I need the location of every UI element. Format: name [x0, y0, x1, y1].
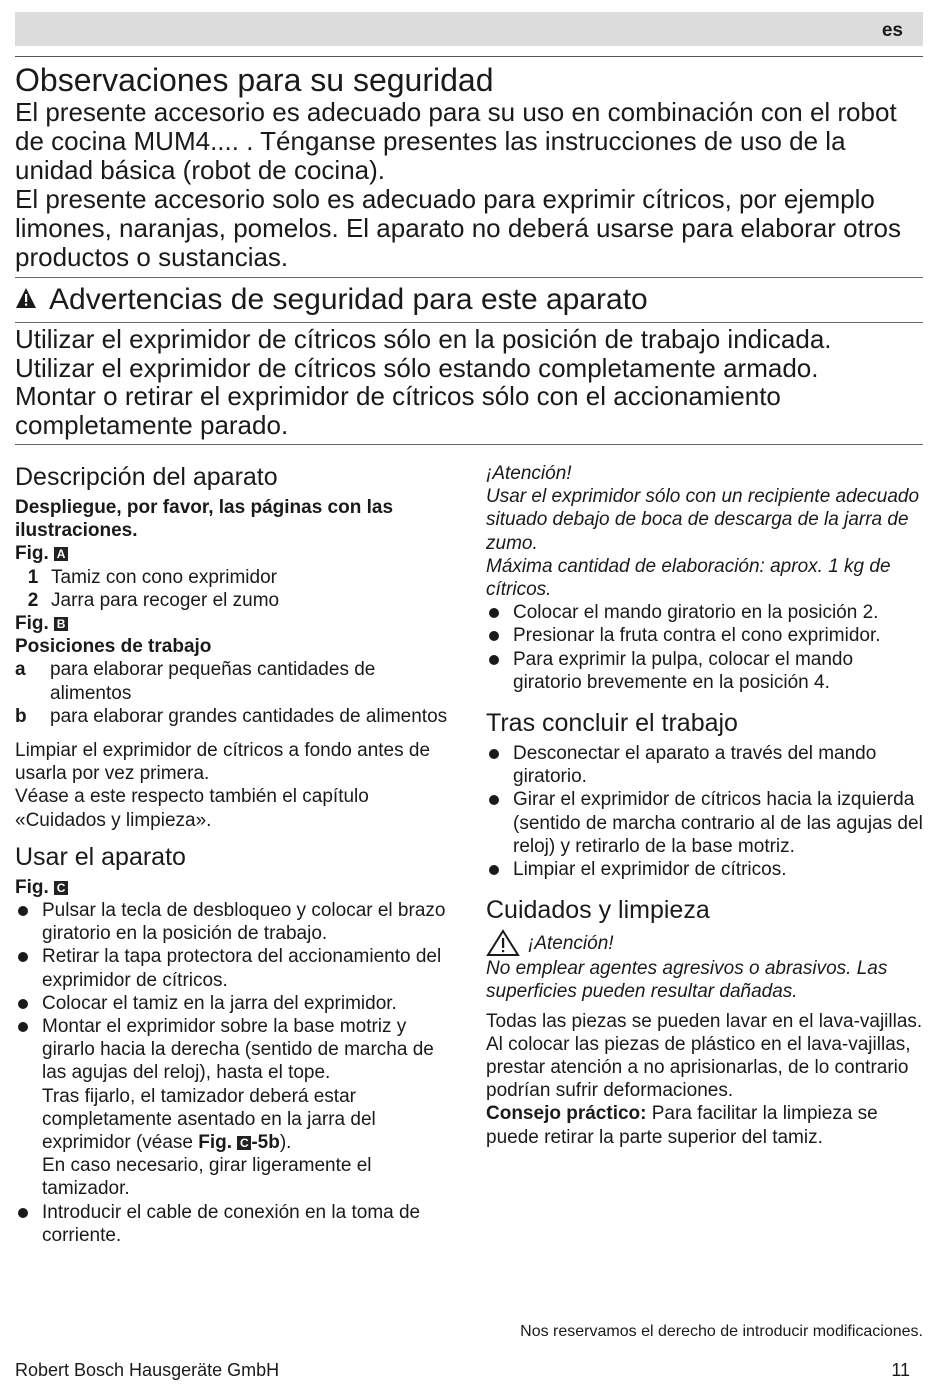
footer-note: Nos reservamos el derecho de introducir modificaciones.	[520, 1323, 923, 1340]
divider	[15, 322, 923, 323]
list-item: Desconectar el aparato a través del mando giratorio.	[486, 742, 926, 788]
list-item: Montar el exprimidor sobre la base motriz y girarlo hacia la derecha (sentido de marcha de las agujas del reloj), hasta el tope. Tras fijarlo, el tamizador deberá estar completamente asentado en la jarra del exprimidor (véase Fig. C -5b). En caso necesario, girar ligeramente el tamizador.	[15, 1015, 455, 1201]
usage-title: Usar el aparato	[15, 842, 186, 871]
fig-a-badge: A	[54, 547, 68, 561]
page-title: Observaciones para su seguridad	[15, 62, 494, 98]
warning-triangle-outline-icon	[486, 929, 520, 957]
after-work-title: Tras concluir el trabajo	[486, 709, 738, 738]
list-item: Pulsar la tecla de desbloqueo y colocar el brazo giratorio en la posición de trabajo.	[15, 899, 455, 945]
right-column	[486, 462, 926, 1149]
fig-b-label: Fig. B	[15, 612, 455, 635]
warning-line: Montar o retirar el exprimidor de cítricos sólo con el accionamiento completamente parado.	[15, 381, 781, 440]
operation-steps	[486, 601, 926, 694]
attention-text: Máxima cantidad de elaboración: aprox. 1 kg de cítricos.	[486, 555, 891, 601]
fig-b-badge: B	[54, 617, 68, 631]
care-tip: Consejo práctico: Para facilitar la limpieza se puede retirar la parte superior del tamiz.	[486, 1103, 878, 1148]
usage-steps	[15, 899, 455, 1247]
list-item: Limpiar el exprimidor de cítricos.	[486, 858, 926, 881]
care-attention-text: No emplear agentes agresivos o abrasivos. Las superficies pueden resultar dañadas.	[486, 958, 888, 1003]
positions-title: Posiciones de trabajo	[15, 636, 212, 658]
intro-paragraph: El presente accesorio es adecuado para su uso en combinación con el robot de cocina MUM4.... . Ténganse presentes las instrucciones de uso de la unidad básica (robot de cocina).	[15, 97, 897, 185]
care-paragraph: Todas las piezas se pueden lavar en el lava-vajillas.	[486, 1010, 923, 1032]
list-item: Girar el exprimidor de cítricos hacia la izquierda (sentido de marcha contrario al de las agujas del reloj) y retirarlo de la base motriz.	[486, 788, 926, 858]
warnings-title: Advertencias de seguridad para este aparato	[49, 283, 648, 316]
warnings-body	[15, 325, 925, 439]
list-item: 2 Jarra para recoger el zumo	[27, 589, 280, 611]
list-item: b para elaborar grandes cantidades de alimentos	[15, 705, 448, 727]
list-item: a para elaborar pequeñas cantidades de alimentos	[15, 659, 376, 704]
list-item: 1 Tamiz con cono exprimidor	[27, 566, 277, 588]
description-title: Descripción del aparato	[15, 463, 278, 491]
list-item: Colocar el tamiz en la jarra del exprimidor.	[15, 992, 455, 1015]
list-item: Para exprimir la pulpa, colocar el mando giratorio brevemente en la posición 4.	[486, 648, 926, 694]
warnings-heading	[15, 282, 925, 318]
warning-line: Utilizar el exprimidor de cítricos sólo en la posición de trabajo indicada.	[15, 324, 832, 354]
cleaning-reference: Véase a este respecto también el capítulo «Cuidados y limpieza».	[15, 786, 369, 831]
after-work-steps	[486, 742, 926, 881]
warning-line: Utilizar el exprimidor de cítricos sólo estando completamente armado.	[15, 352, 819, 383]
fig-c-label: Fig. C	[15, 876, 455, 899]
parts-list	[15, 566, 455, 612]
list-item: Presionar la fruta contra el cono exprimidor.	[486, 624, 926, 647]
care-title: Cuidados y limpieza	[486, 896, 710, 925]
company-name: Robert Bosch Hausgeräte GmbH	[15, 1360, 280, 1380]
fig-c-badge: C	[54, 881, 68, 895]
language-code: es	[881, 20, 903, 41]
page-number: 11	[891, 1360, 910, 1380]
care-paragraph: Al colocar las piezas de plástico en el lava-vajillas, prestar atención a no aprisionarlas, de lo contrario podrían sufrir deformaciones.	[486, 1033, 911, 1102]
divider	[15, 277, 923, 278]
list-item: Colocar el mando giratorio en la posición 2.	[486, 601, 926, 624]
positions-list	[15, 658, 455, 728]
care-attention-label: ¡Atención!	[486, 929, 926, 957]
attention-label: ¡Atención!	[486, 463, 572, 484]
left-column	[15, 462, 455, 1247]
list-item: Retirar la tapa protectora del accionamiento del exprimidor de cítricos.	[15, 945, 455, 991]
cleaning-note: Limpiar el exprimidor de cítricos a fondo antes de usarla por vez primera.	[15, 740, 431, 785]
header-bar	[15, 12, 923, 46]
safety-intro	[15, 62, 925, 272]
divider	[15, 444, 923, 445]
description-intro: Despliegue, por favor, las páginas con las ilustraciones.	[15, 497, 394, 542]
fig-a-label: Fig. A	[15, 542, 455, 565]
intro-paragraph: El presente accesorio solo es adecuado para exprimir cítricos, por ejemplo limones, naranjas, pomelos. El aparato no deberá usarse para elaborar otros productos o sustancias.	[15, 184, 901, 272]
fig-c-badge: C	[237, 1136, 251, 1150]
warning-triangle-icon	[15, 287, 37, 314]
attention-text: Usar el exprimidor sólo con un recipiente adecuado situado debajo de boca de descarga de la jarra de zumo.	[486, 486, 920, 554]
divider	[15, 56, 923, 57]
list-item: Introducir el cable de conexión en la toma de corriente.	[15, 1201, 455, 1247]
